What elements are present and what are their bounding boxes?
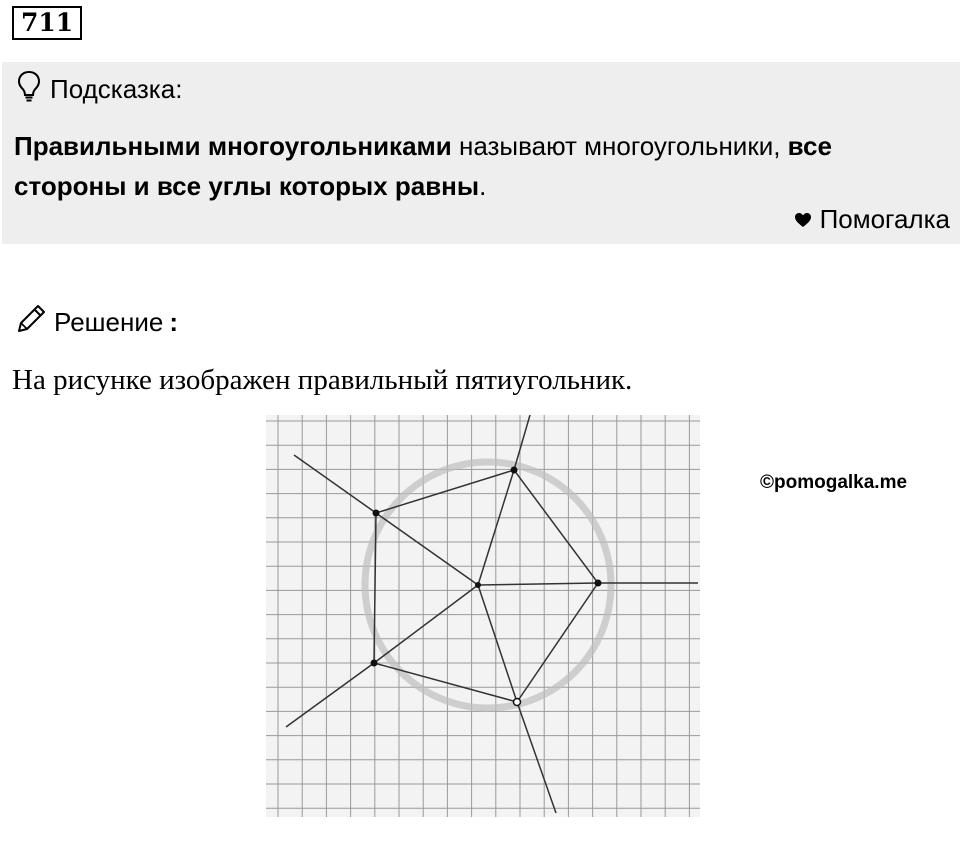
solution-title: Решение bbox=[54, 306, 164, 337]
pentagon-photo bbox=[266, 415, 700, 817]
pencil-icon bbox=[14, 302, 48, 343]
hint-text-part: . bbox=[479, 171, 487, 201]
solution-colon: : bbox=[169, 306, 178, 337]
watermark: ©pomogalka.me bbox=[760, 472, 908, 493]
task-number: 711 bbox=[12, 6, 82, 40]
brand-label: Помогалка bbox=[819, 204, 950, 234]
hint-text-part: Правильными многоугольниками bbox=[14, 131, 452, 161]
hint-text bbox=[14, 126, 934, 206]
solution-header bbox=[14, 304, 178, 340]
heart-icon bbox=[794, 204, 812, 235]
hint-text-part: все стороны и все углы которых равны bbox=[14, 131, 832, 201]
hint-box bbox=[2, 62, 960, 244]
hint-text-part: называют многоугольники, bbox=[451, 131, 788, 161]
lightbulb-icon bbox=[16, 70, 42, 109]
hint-title: Подсказка: bbox=[50, 73, 183, 104]
hint-header bbox=[16, 72, 182, 106]
solution-text: На рисунке изображен правильный пятиугольник. bbox=[12, 364, 633, 396]
brand-link[interactable] bbox=[794, 204, 950, 235]
